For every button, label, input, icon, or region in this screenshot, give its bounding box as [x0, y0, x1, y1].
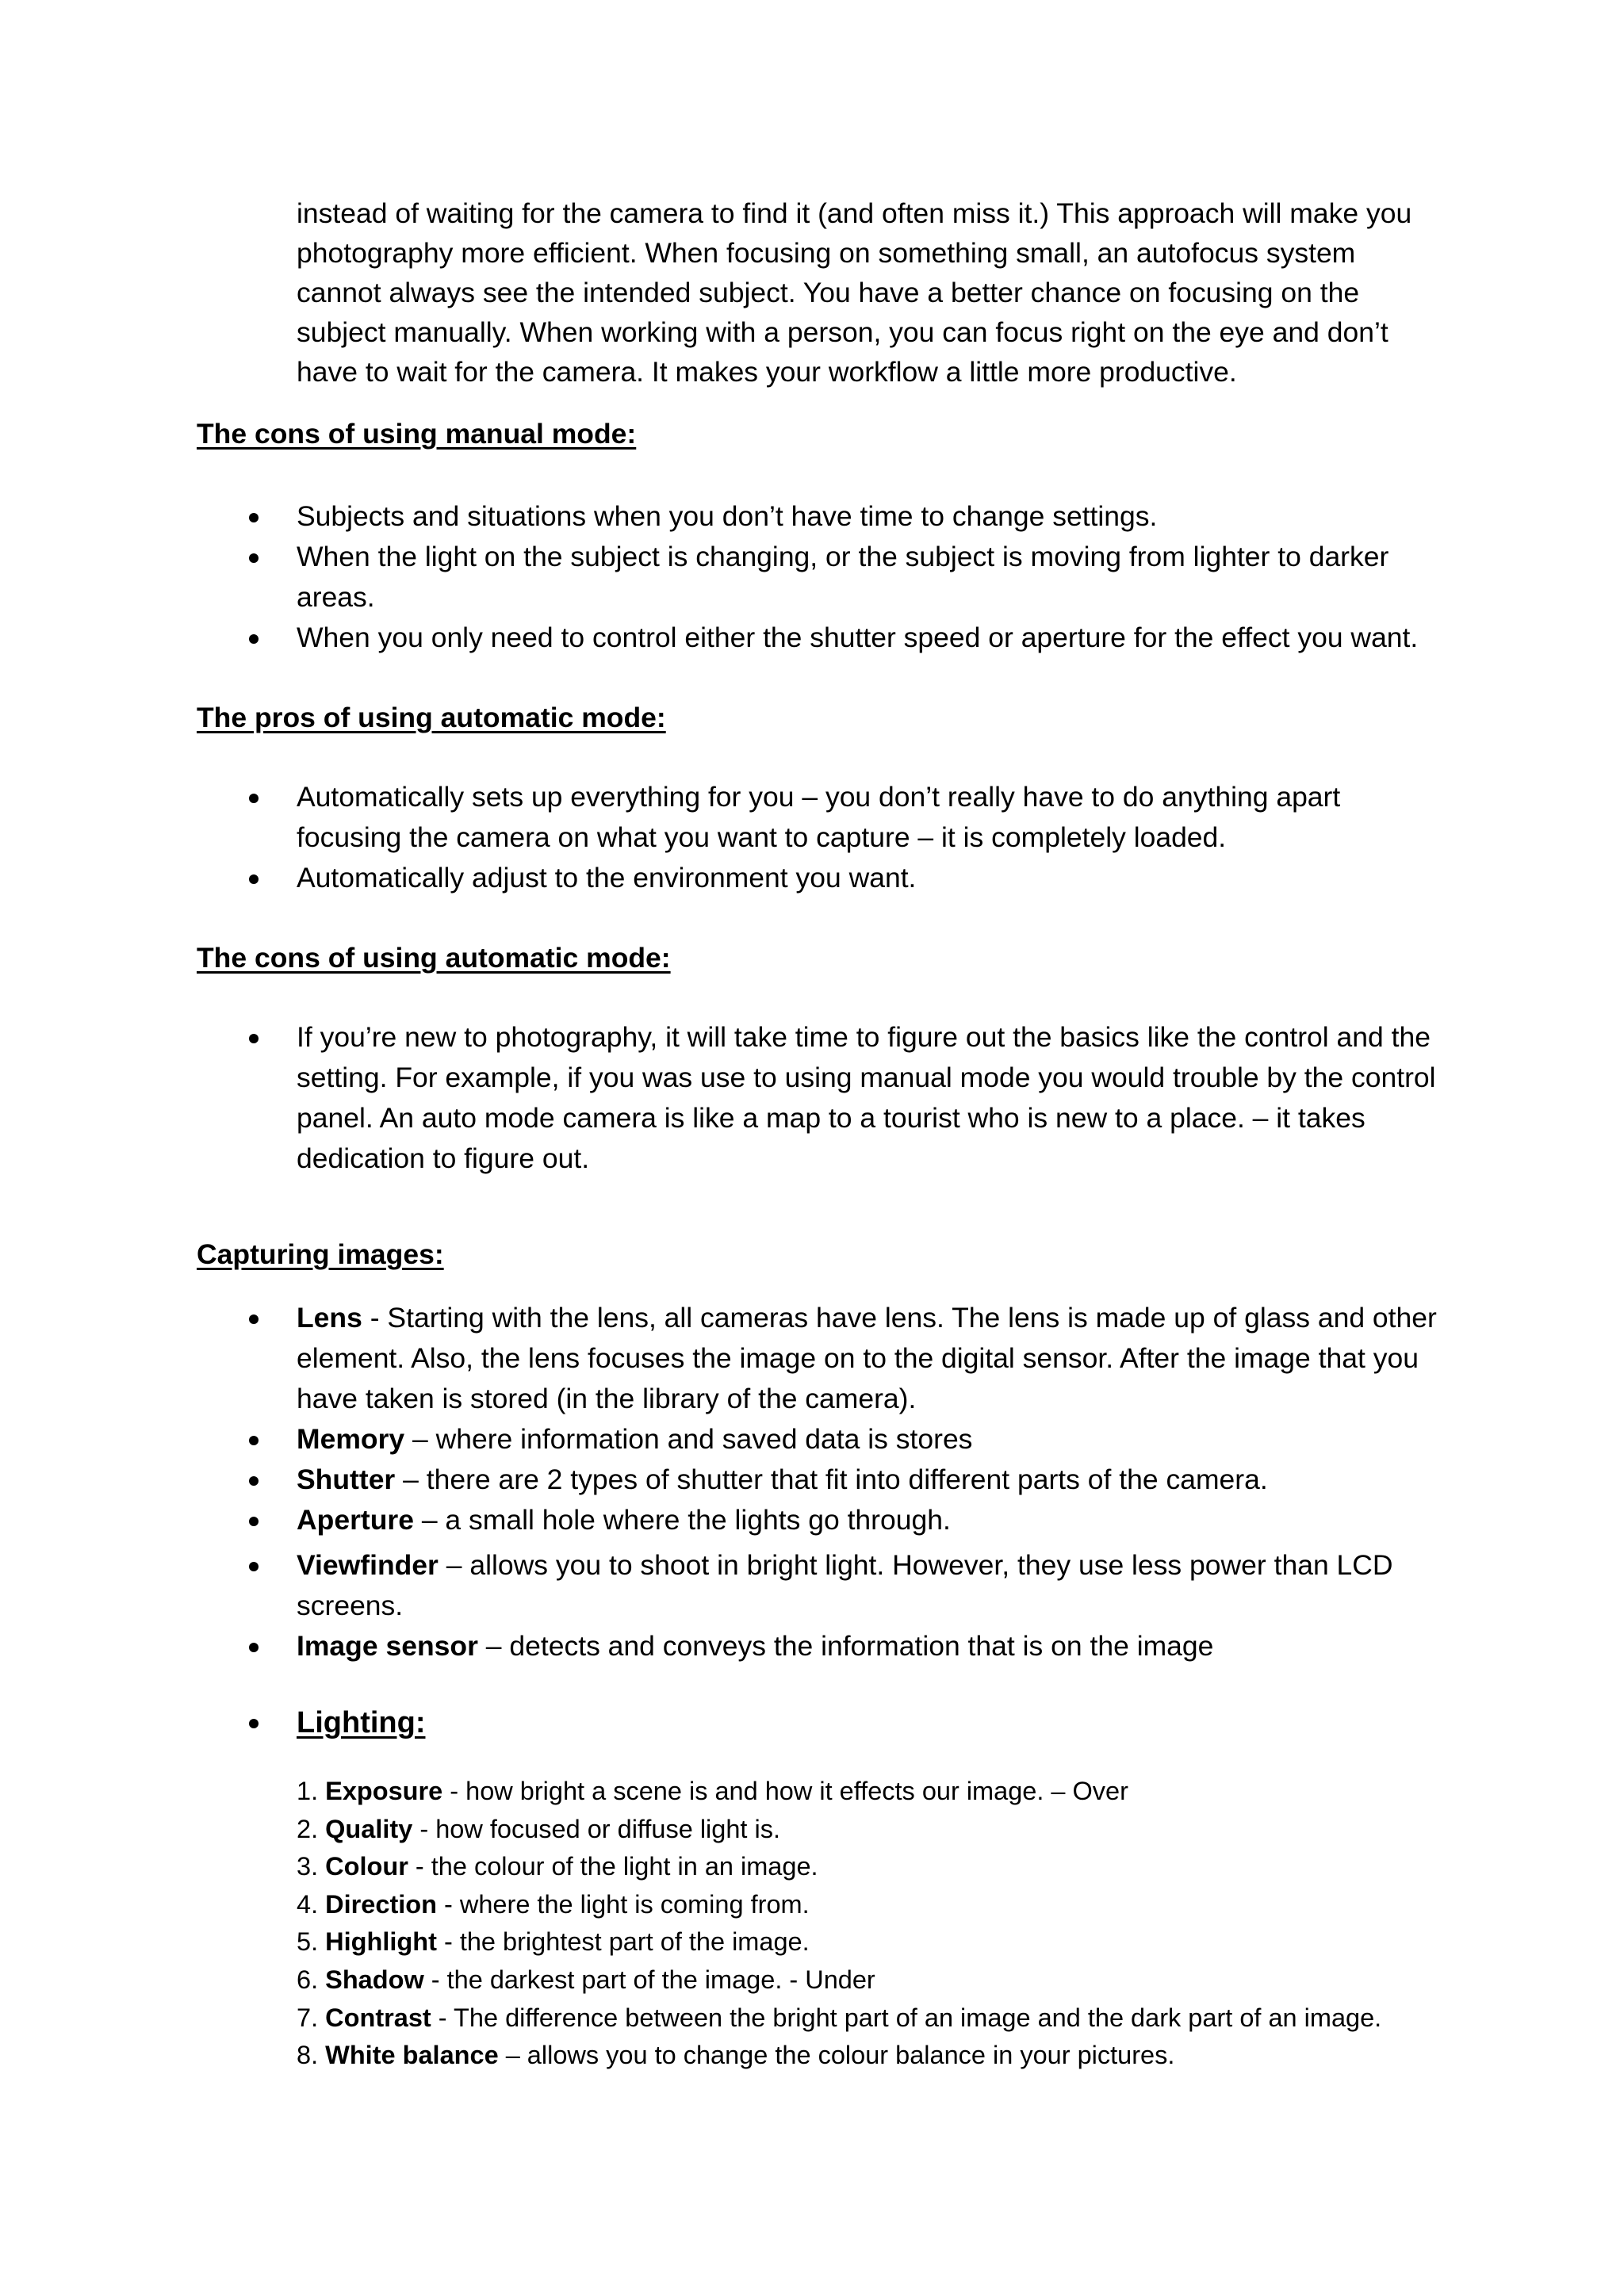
bullet-icon [249, 874, 259, 884]
list-item: 8. White balance – allows you to change the colour balance in your pictures. [297, 2041, 1175, 2070]
heading-cons-manual: The cons of using manual mode: [197, 418, 637, 450]
list-cons-manual [197, 496, 1450, 658]
list-item: 2. Quality - how focused or diffuse light is. [297, 1814, 780, 1843]
document-body [197, 193, 1450, 2075]
list-item: 6. Shadow - the darkest part of the image. - Under [297, 1965, 875, 1994]
list-capturing-images [197, 1298, 1450, 1667]
heading-capturing-images: Capturing images: [197, 1238, 444, 1270]
heading-lighting: Lighting: [297, 1706, 426, 1739]
list-item: Viewfinder – allows you to shoot in bright light. However, they use less power than LCD screens. [197, 1545, 1450, 1626]
term-highlight: Highlight [325, 1927, 437, 1957]
term-viewfinder: Viewfinder [297, 1549, 439, 1581]
heading-pros-auto: The pros of using automatic mode: [197, 702, 666, 733]
list-item: 1. Exposure - how bright a scene is and how it effects our image. – Over [297, 1777, 1128, 1805]
term-image-sensor: Image sensor [297, 1630, 478, 1662]
bullet-icon [249, 553, 259, 563]
list-item: When the light on the subject is changing, or the subject is moving from lighter to darker areas. [197, 537, 1450, 618]
intro-paragraph: instead of waiting for the camera to find it (and often miss it.) This approach will make you photography more efficient. When focusing on something small, an autofocus system cannot always see the intended subject. You have a better chance on focusing on the subject manually. When working with a person, you can focus right on the eye and don’t have to wait for the camera. It makes your workflow a little more productive. [297, 197, 1412, 388]
bullet-icon [249, 794, 259, 803]
bullet-icon [249, 1719, 259, 1728]
list-item: Automatically sets up everything for you – you don’t really have to do anything apart focusing the camera on what you want to capture – it is completely loaded. [197, 777, 1450, 858]
bullet-icon [249, 1562, 259, 1571]
list-item: 5. Highlight - the brightest part of the image. [297, 1927, 810, 1957]
list-lighting [297, 1773, 1450, 2075]
term-contrast: Contrast [325, 2003, 431, 2032]
term-shadow: Shadow [325, 1965, 424, 1994]
list-item: If you’re new to photography, it will take time to figure out the basics like the control and the setting. For example, if you was use to using manual mode you would trouble by the control panel. An auto mode camera is like a map to a tourist who is new to a place. – it takes dedication to figure out. [197, 1017, 1450, 1179]
list-item: Memory – where information and saved data is stores [197, 1419, 1450, 1460]
bullet-icon [249, 1034, 259, 1043]
list-item: Image sensor – detects and conveys the information that is on the image [197, 1626, 1450, 1667]
bullet-icon [249, 1643, 259, 1652]
list-pros-auto [197, 777, 1450, 898]
list-item: 4. Direction - where the light is coming from. [297, 1889, 810, 1919]
term-shutter: Shutter [297, 1464, 396, 1495]
term-white-balance: White balance [325, 2041, 499, 2070]
list-item: 7. Contrast - The difference between the bright part of an image and the dark part of an image. [297, 2003, 1382, 2032]
term-colour: Colour [325, 1852, 408, 1881]
term-direction: Direction [325, 1889, 437, 1919]
list-cons-auto [197, 1017, 1450, 1179]
bullet-icon [249, 634, 259, 644]
list-item: When you only need to control either the shutter speed or aperture for the effect you want. [197, 618, 1450, 658]
list-item: Shutter – there are 2 types of shutter that fit into different parts of the camera. [197, 1460, 1450, 1500]
list-item: 3. Colour - the colour of the light in an image. [297, 1852, 818, 1881]
term-quality: Quality [325, 1814, 413, 1843]
term-aperture: Aperture [297, 1504, 414, 1536]
list-item: Lens - Starting with the lens, all cameras have lens. The lens is made up of glass and other element. Also, the lens focuses the image on to the digital sensor. After the image that you have taken is stored (in the library of the camera). [197, 1298, 1450, 1419]
bullet-icon [249, 1314, 259, 1324]
term-memory: Memory [297, 1423, 405, 1455]
lighting-bullet [197, 1701, 1450, 1744]
bullet-icon [249, 1476, 259, 1486]
heading-cons-auto: The cons of using automatic mode: [197, 942, 671, 974]
bullet-icon [249, 1436, 259, 1445]
term-lens: Lens [297, 1302, 362, 1334]
list-item: Automatically adjust to the environment you want. [197, 858, 1450, 898]
list-item: Aperture – a small hole where the lights go through. [197, 1500, 1450, 1540]
bullet-icon [249, 513, 259, 522]
term-exposure: Exposure [325, 1777, 443, 1805]
bullet-icon [249, 1517, 259, 1526]
list-item: Subjects and situations when you don’t have time to change settings. [197, 496, 1450, 537]
